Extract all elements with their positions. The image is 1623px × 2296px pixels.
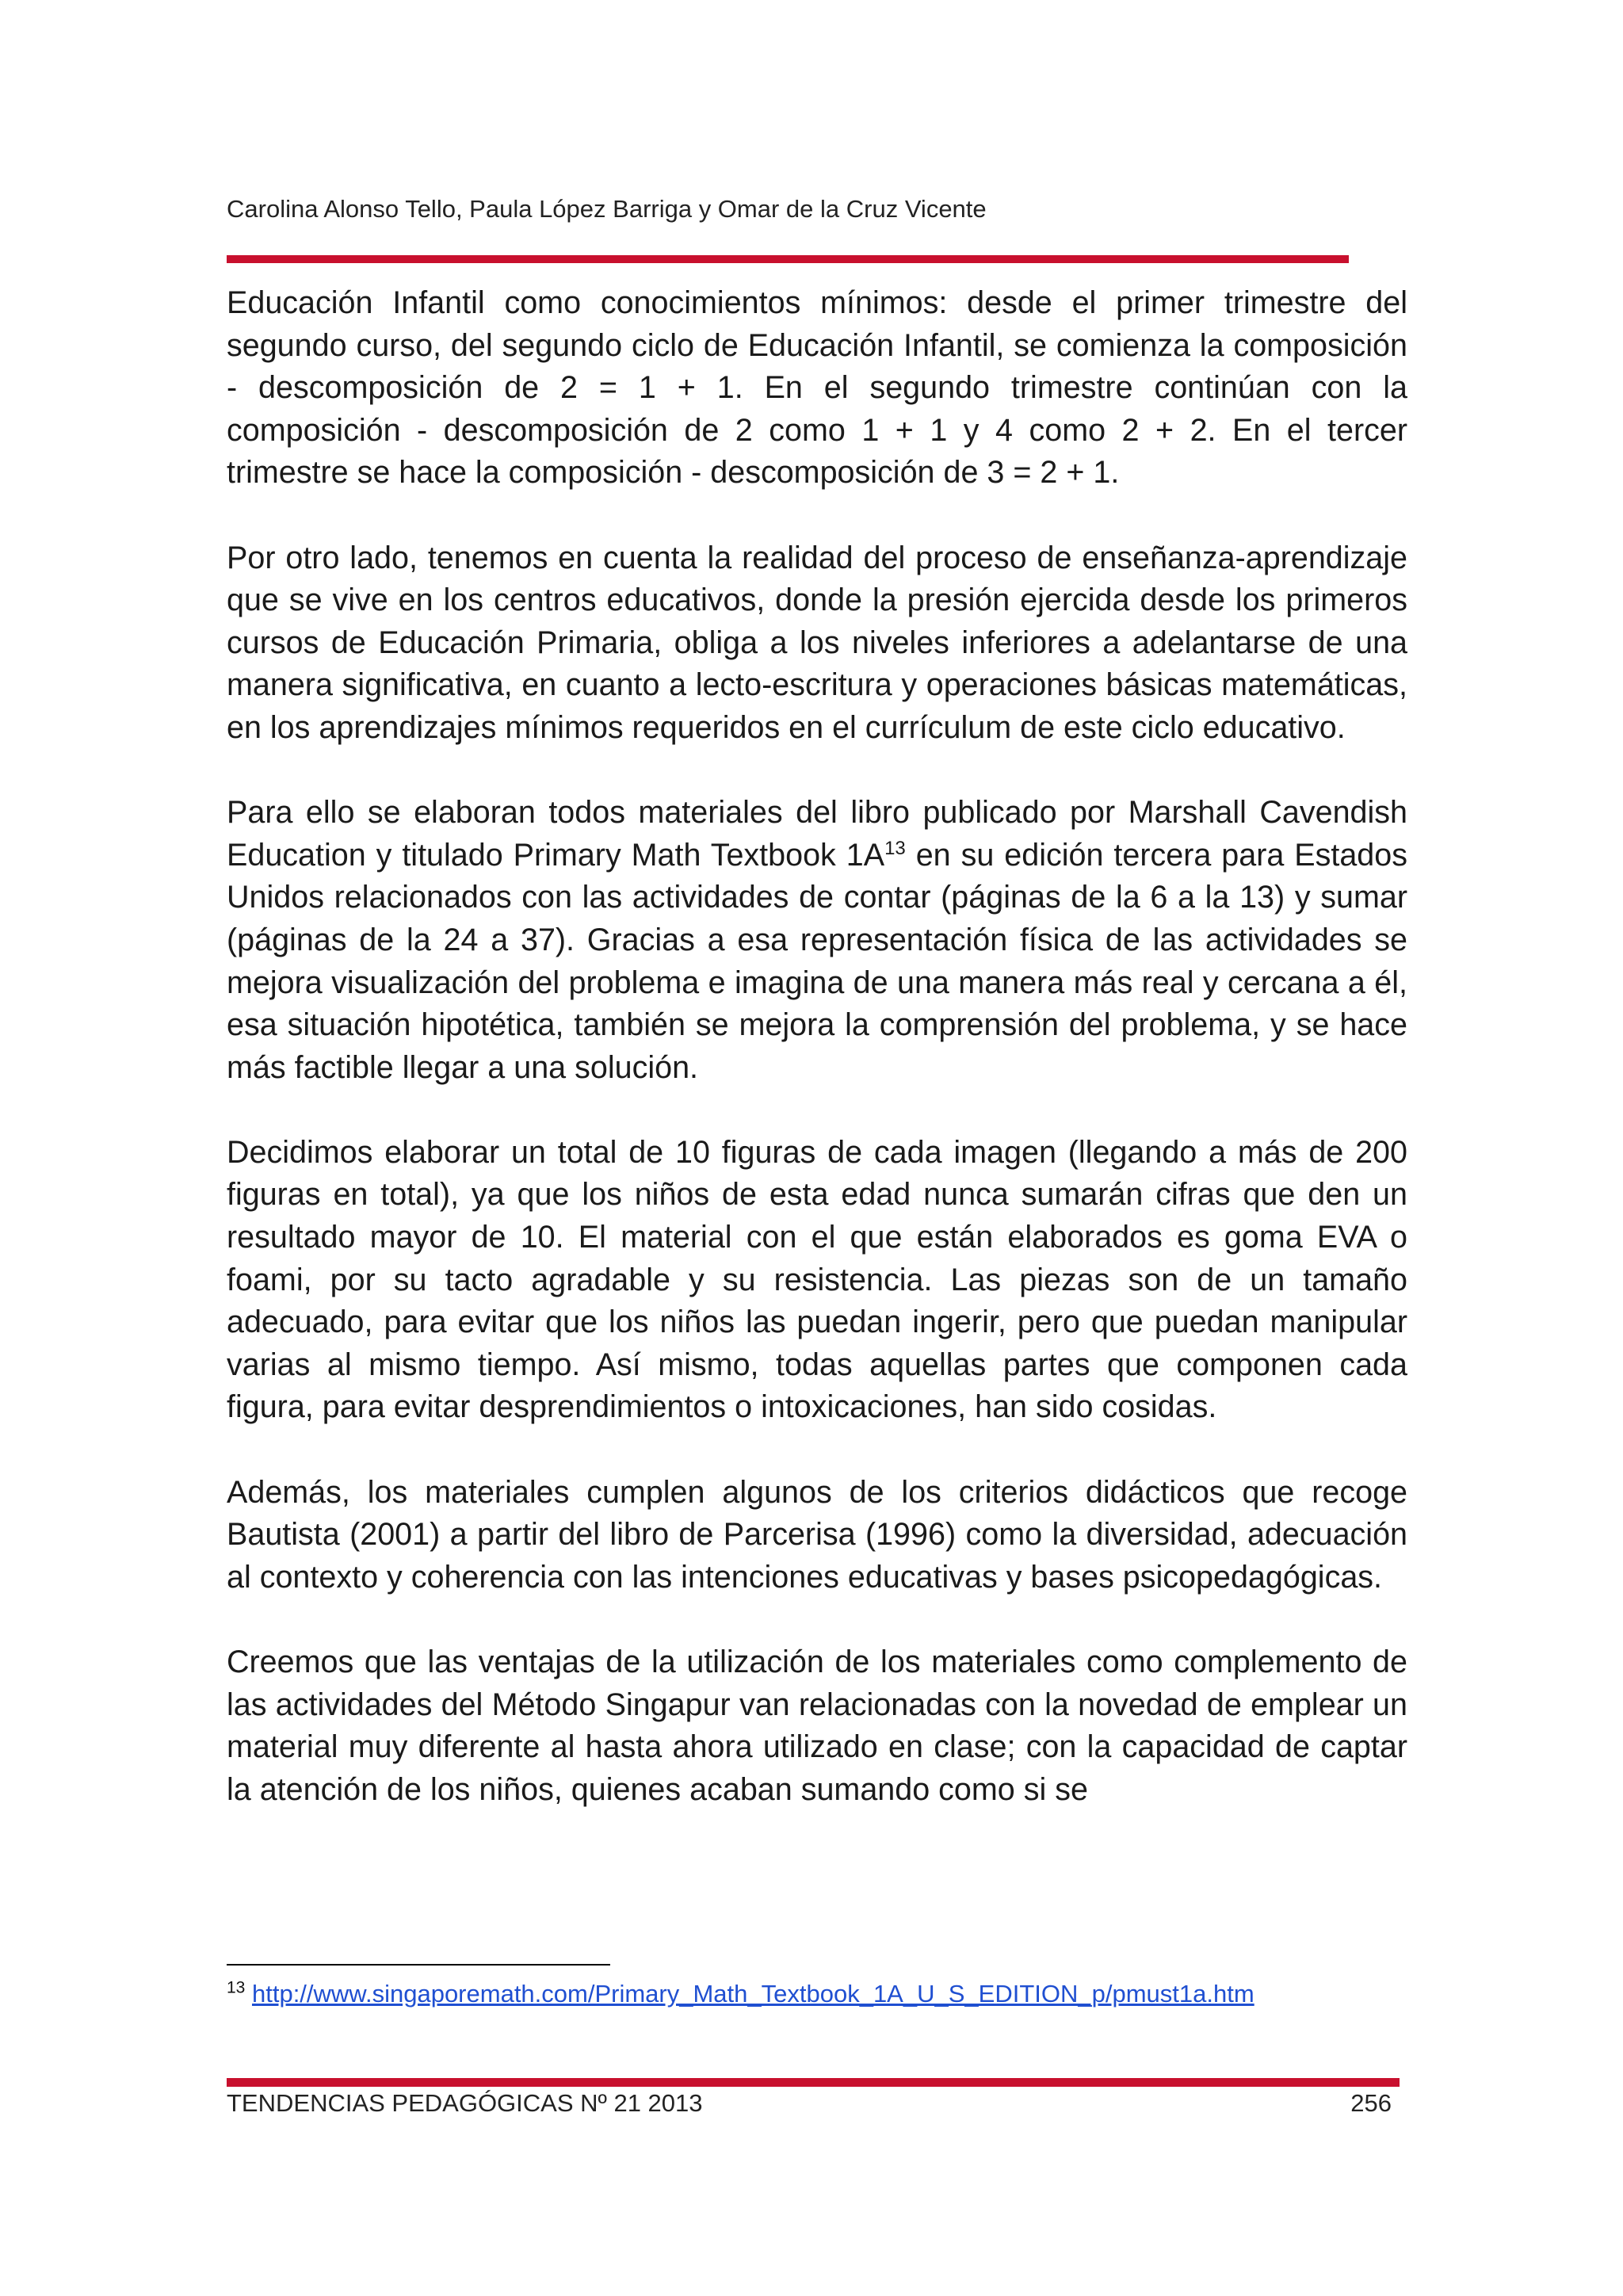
paragraph-5: Además, los materiales cumplen algunos de los criterios didácticos que recoge Bautista (2001) a partir del libro de Parcerisa (1996) como la diversidad, adecuación al contexto y coherencia con las intenciones educativas y bases psicopedagógicas. <box>227 1474 1407 1595</box>
footnote-13 <box>227 1978 1407 2010</box>
footnote-separator <box>227 1964 610 1966</box>
paragraph-1: Educación Infantil como conocimientos mínimos: desde el primer trimestre del segundo curso, del segundo ciclo de Educación Infantil, se comienza la composición - descomposición de 2 = 1 + 1. En el segundo trimestre continúan con la composición - descomposición de 2 como 1 + 1 y 4 como 2 + 2. En el tercer trimestre se hace la composición - descomposición de 3 = 2 + 1. <box>227 285 1407 491</box>
paragraph-3-before: Para ello se elaboran todos materiales del libro publicado por Marshall Cavendish Education y titulado Primary Math Textbook 1A <box>227 795 1407 873</box>
paragraph-3-after: en su edición tercera para Estados Unidos relacionados con las actividades de contar (páginas de la 6 a la 13) y sumar (páginas de la 24 a 37). Gracias a esa representación física de las actividades se mejora visualización del problema e imagina de una manera más real y cercana a él, esa situación hipotética, también se mejora la comprensión del problema, y se hace más factible llegar a una solución. <box>227 837 1407 1085</box>
header-rule <box>227 255 1349 263</box>
footnote-number: 13 <box>227 1978 246 1997</box>
running-foot <box>227 2089 1392 2118</box>
journal-title: TENDENCIAS PEDAGÓGICAS Nº 21 2013 <box>227 2089 703 2117</box>
running-head-authors: Carolina Alonso Tello, Paula López Barriga y Omar de la Cruz Vicente <box>227 195 987 223</box>
paragraph-3 <box>227 792 1407 1089</box>
paragraph-4: Decidimos elaborar un total de 10 figuras de cada imagen (llegando a más de 200 figuras en total), ya que los niños de esta edad nunca sumarán cifras que den un resultado mayor de 10. El material con el que están elaborados es goma EVA o foami, por su tacto agradable y su resistencia. Las piezas son de un tamaño adecuado, para evitar que los niños las puedan ingerir, pero que puedan manipular varias al mismo tiempo. Así mismo, todas aquellas partes que componen cada figura, para evitar desprendimientos o intoxicaciones, han sido cosidas. <box>227 1134 1407 1425</box>
body-text <box>227 282 1407 1811</box>
paragraph-6: Creemos que las ventajas de la utilización de los materiales como complemento de las actividades del Método Singapur van relacionadas con la novedad de emplear un material muy diferente al hasta ahora utilizado en clase; con la capacidad de captar la atención de los niños, quienes acaban sumando como si se <box>227 1645 1407 1807</box>
paragraph-2: Por otro lado, tenemos en cuenta la realidad del proceso de enseñanza-aprendizaje que se vive en los centros educativos, donde la presión ejercida desde los primeros cursos de Educación Primaria, obliga a los niveles inferiores a adelantarse de una manera significativa, en cuanto a lecto-escritura y operaciones básicas matemáticas, en los aprendizajes mínimos requeridos en el currículum de este ciclo educativo. <box>227 540 1407 745</box>
page-number: 256 <box>1350 2089 1392 2117</box>
footnote-ref-13[interactable]: 13 <box>884 837 906 859</box>
footer-rule <box>227 2078 1400 2087</box>
footnote-link[interactable]: http://www.singaporemath.com/Primary_Math_Textbook_1A_U_S_EDITION_p/pmust1a.htm <box>251 1980 1254 2008</box>
